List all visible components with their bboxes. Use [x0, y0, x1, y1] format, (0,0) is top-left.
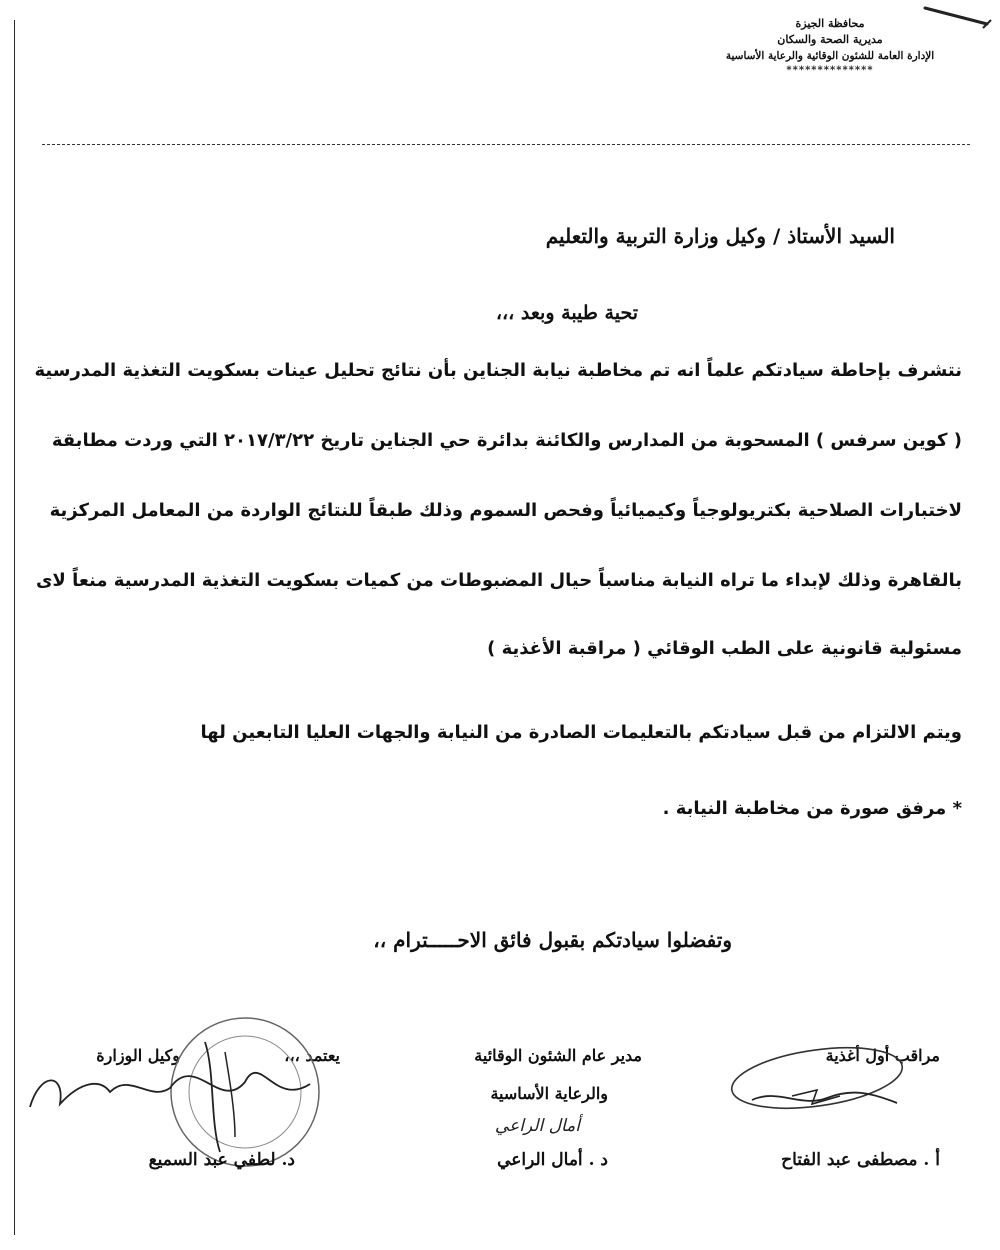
addressee: السيد الأستاذ / وكيل وزارة التربية والتعليم: [545, 224, 895, 248]
body-line: ويتم الالتزام من قبل سيادتكم بالتعليمات الصادرة من النيابة والجهات العليا التابعين لها: [200, 722, 962, 743]
body-line: بالقاهرة وذلك لإبداء ما تراه النيابة مناسباً حيال المضبوطات من كميات بسكويت التغذية المدرسية منعاً لاى: [35, 570, 962, 591]
director-title-line2: والرعاية الأساسية: [490, 1084, 608, 1103]
inspector-title: مراقب أول أغذية: [825, 1046, 940, 1065]
undersecretary-signature-and-seal: [20, 1012, 350, 1172]
closing-salutation: وتفضلوا سيادتكم بقبول فائق الاحـــــترام ،،: [373, 928, 732, 952]
letterhead-stars: **************: [786, 65, 874, 76]
body-line: ( كوين سرفس ) المسحوبة من المدارس والكائنة بدائرة حي الجناين تاريخ ٢٠١٧/٣/٢٢ التي وردت مطابقة: [51, 430, 962, 451]
undersecretary-name: د. لطفي عبد السميع: [148, 1150, 295, 1170]
director-handwritten-signature: أمال الراعي: [494, 1116, 580, 1136]
attachment-note: * مرفق صورة من مخاطبة النيابة .: [662, 798, 962, 819]
body-line: لاختبارات الصلاحية بكتريولوجياً وكيميائياً وفحص السموم وذلك طبقاً للنتائج الواردة من المعامل المركزية: [49, 500, 962, 521]
body-line: مسئولية قانونية على الطب الوقائي ( مراقبة الأغذية ): [487, 638, 962, 659]
scan-left-edge: [14, 20, 15, 1235]
header-divider: [42, 144, 970, 145]
inspector-name: أ . مصطفى عبد الفتاح: [781, 1150, 940, 1170]
approval-label: يعتمد ،،،: [284, 1046, 340, 1065]
greeting: تحية طيبة وبعد ،،،: [495, 302, 638, 324]
undersecretary-title: وكيل الوزارة: [96, 1046, 180, 1065]
letterhead-department: الإدارة العامة للشئون الوقائية والرعاية الأساسية: [725, 50, 935, 62]
body-line: نتشرف بإحاطة سيادتكم علماً انه تم مخاطبة نيابة الجناين بأن نتائج تحليل عينات بسكويت التغذية المدرسية: [34, 360, 962, 381]
letterhead-directorate: مديرية الصحة والسكان: [777, 33, 883, 46]
letterhead: [710, 16, 950, 78]
director-title-line1: مدير عام الشئون الوقائية: [474, 1046, 642, 1065]
letterhead-governorate: محافظة الجيزة: [795, 17, 865, 30]
director-name: د . أمال الراعي: [497, 1150, 608, 1170]
